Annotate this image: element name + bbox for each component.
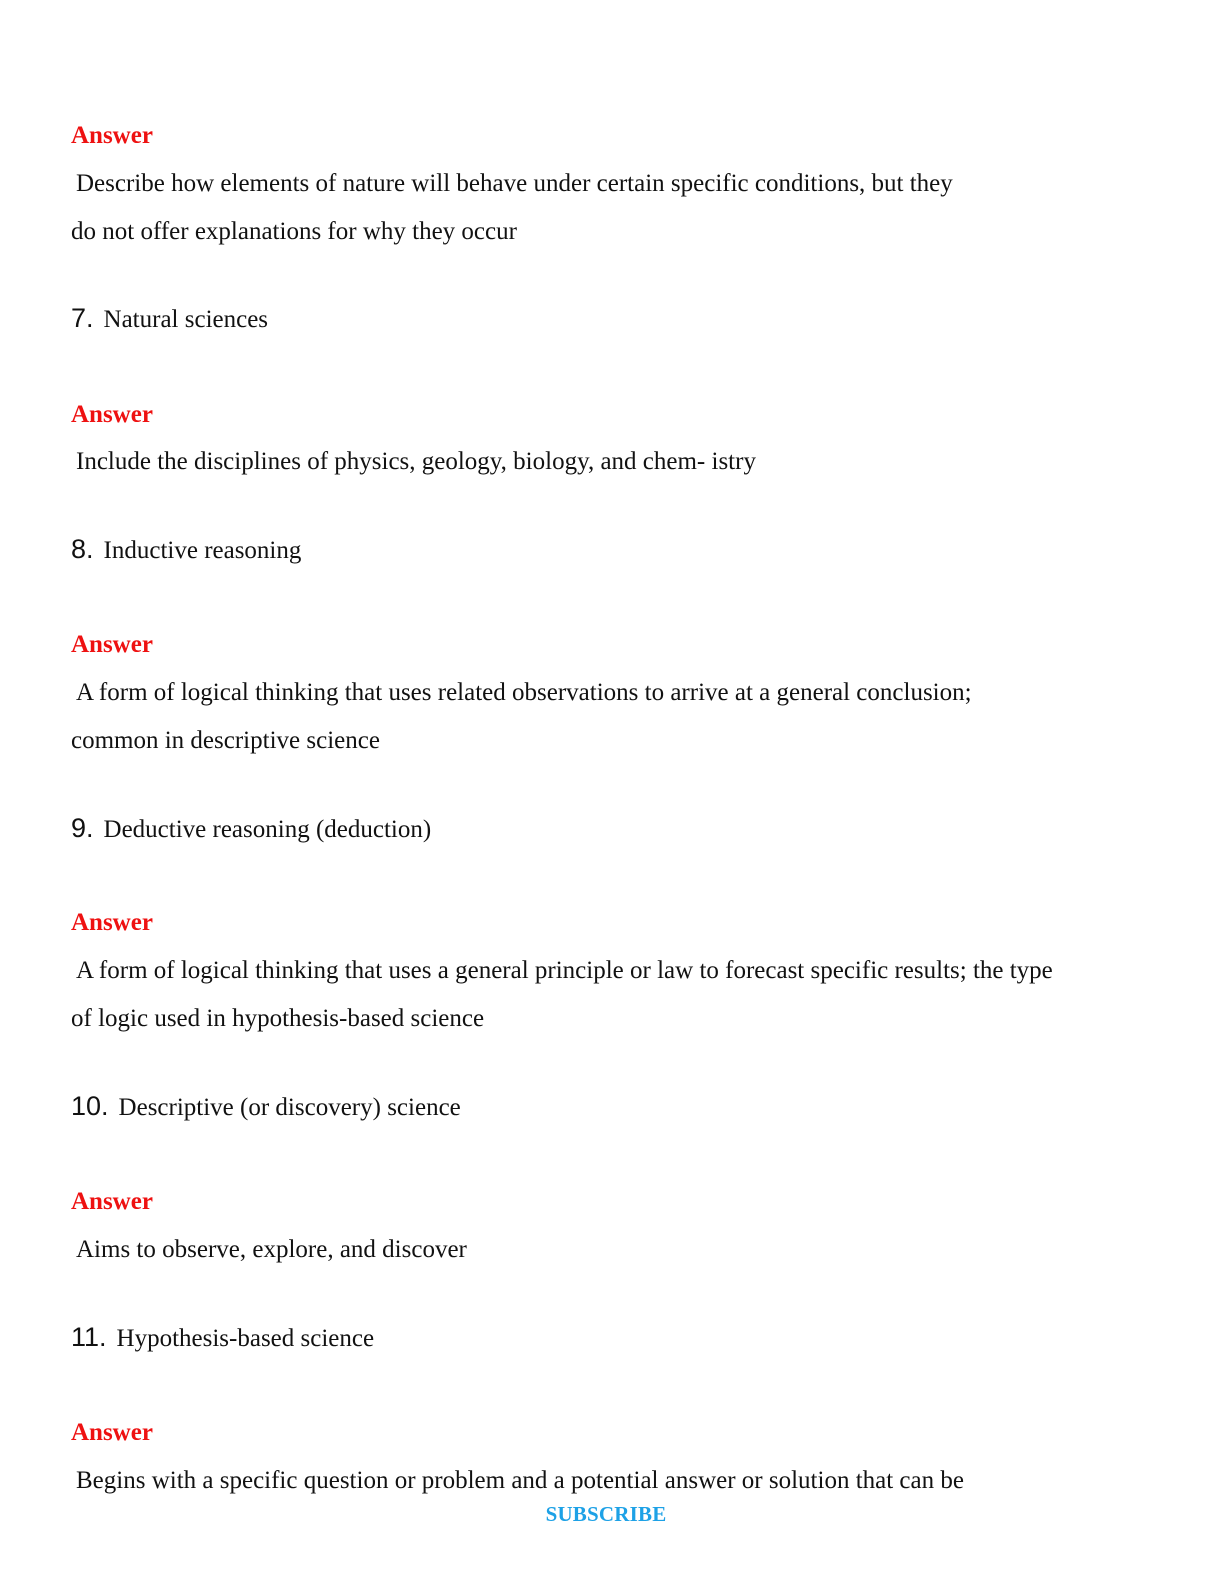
answer-label: Answer [71,401,153,428]
answer-text [71,438,1151,486]
question-term: Inductive reasoning [103,537,302,564]
answer-line: Include the disciplines of physics, geology, biology, and chem- istry [76,448,756,475]
question-item [71,1091,461,1123]
answer-label: Answer [71,122,153,149]
answer-text [71,1226,1151,1274]
question-number: 9. [71,813,94,843]
question-item [71,534,301,566]
question-term: Descriptive (or discovery) science [118,1094,461,1121]
answer-line: Begins with a specific question or problem and a potential answer or solution that can be [76,1467,964,1494]
question-term: Deductive reasoning (deduction) [103,816,432,843]
question-number: 8. [71,534,94,564]
answer-line: Aims to observe, explore, and discover [76,1236,467,1263]
subscribe-link[interactable]: SUBSCRIBE [545,1502,667,1526]
question-term: Natural sciences [103,306,269,333]
question-item [71,303,268,335]
answer-label: Answer [71,1419,153,1446]
answer-label: Answer [71,631,153,658]
answer-line: A form of logical thinking that uses a general principle or law to forecast specific results; the type [76,957,1053,984]
answer-line: do not offer explanations for why they occur [71,218,517,245]
question-number: 11. [71,1322,107,1352]
answer-label: Answer [71,909,153,936]
answer-text [71,947,1151,1043]
question-number: 7. [71,303,94,333]
question-term: Hypothesis-based science [116,1325,375,1352]
answer-text [71,160,1151,256]
answer-text [71,1457,1151,1505]
question-item [71,813,431,845]
answer-label: Answer [71,1188,153,1215]
question-number: 10. [71,1091,109,1121]
answer-line: A form of logical thinking that uses related observations to arrive at a general conclusion; [76,679,972,706]
question-item [71,1322,374,1354]
answer-line: Describe how elements of nature will behave under certain specific conditions, but they [76,170,953,197]
answer-line: common in descriptive science [71,727,380,754]
answer-text [71,669,1151,765]
answer-line: of logic used in hypothesis-based science [71,1005,485,1032]
